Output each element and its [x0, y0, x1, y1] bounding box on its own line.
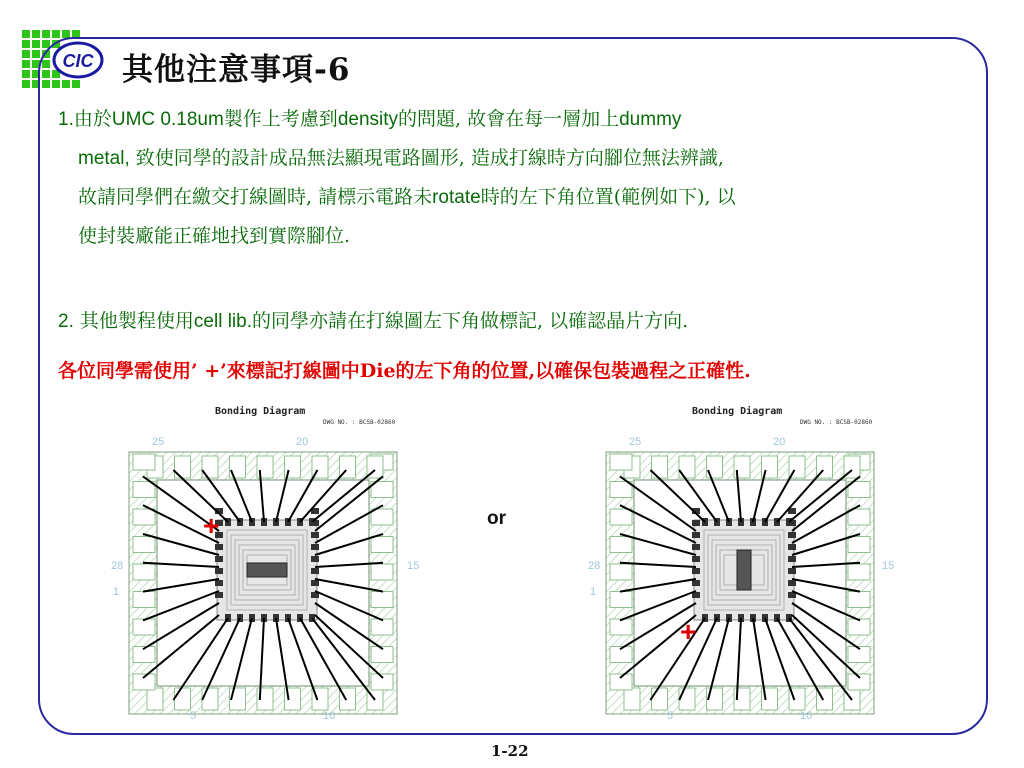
pin-label: 1	[590, 586, 597, 598]
pin-label: 5	[190, 710, 197, 722]
text-segment: 致使同學的設計成品無法顯現電路圖形, 造成打線時方向腳位無法辨識,	[129, 147, 724, 169]
pin-label: 10	[800, 710, 813, 722]
text-segment: 故請同學們在繳交打線圖時, 請標示電路未	[78, 186, 433, 208]
text-segment: 的問題, 故會在每一層加上	[398, 108, 620, 130]
pin-label: 10	[323, 710, 336, 722]
note-item-2	[58, 302, 688, 341]
pin-label: 20	[773, 436, 786, 448]
package-drawing	[117, 400, 420, 726]
text-segment: metal,	[78, 148, 130, 169]
text-segment: UMC 0.18um	[111, 109, 224, 130]
pin-label: 25	[152, 436, 165, 448]
note-item-1-line-3	[58, 178, 968, 217]
diagram-title: Bonding Diagram	[692, 406, 783, 417]
or-separator: or	[487, 508, 506, 529]
warning-note: 各位同學需使用’ +’來標記打線圖中Die的左下角的位置,以確保包裝過程之正確性.	[58, 360, 751, 382]
pin-label: 15	[882, 560, 895, 572]
text-segment: 其他製程使用	[73, 310, 194, 332]
text-segment: 製作上考慮到	[223, 108, 338, 130]
pin-label: 20	[296, 436, 309, 448]
item-number: 1.	[58, 109, 74, 130]
die-corner-marker: +	[680, 616, 697, 647]
pin-label: 28	[588, 560, 601, 572]
bonding-diagram-right	[588, 400, 895, 726]
pin-label: 15	[407, 560, 420, 572]
note-item-1-line-4: 使封裝廠能正確地找到實際腳位.	[78, 225, 351, 247]
diagram-title: Bonding Diagram	[215, 406, 306, 417]
pin-label: 25	[629, 436, 642, 448]
pin-label: 28	[111, 560, 124, 572]
pin-label: 1	[113, 586, 120, 598]
text-segment: 由於	[73, 108, 112, 130]
die-corner-marker: +	[203, 510, 220, 541]
page-title: 其他注意事項-6	[122, 52, 351, 88]
diagram-dwg-no: DWG NO. : BCSB-02860	[323, 419, 396, 426]
text-segment: rotate	[432, 187, 481, 208]
pin-label: 5	[667, 710, 674, 722]
package-drawing	[594, 400, 894, 726]
logo-text: CIC	[62, 51, 94, 71]
page-number: 1-22	[491, 742, 529, 760]
text-segment: 的同學亦請在打線圖左下角做標記, 以確認晶片方向.	[251, 310, 689, 332]
text-segment: density	[337, 109, 399, 130]
note-item-1	[58, 100, 968, 255]
note-item-1-line-2	[58, 139, 968, 178]
bonding-diagram-left	[111, 400, 420, 726]
diagram-dwg-no: DWG NO. : BCSB-02860	[800, 419, 873, 426]
text-segment: dummy	[619, 109, 682, 130]
text-segment: cell lib.	[193, 311, 252, 332]
item-number: 2.	[58, 311, 74, 332]
text-segment: 時的左下角位置(範例如下), 以	[480, 186, 736, 208]
note-item-1-line-1	[58, 100, 968, 139]
